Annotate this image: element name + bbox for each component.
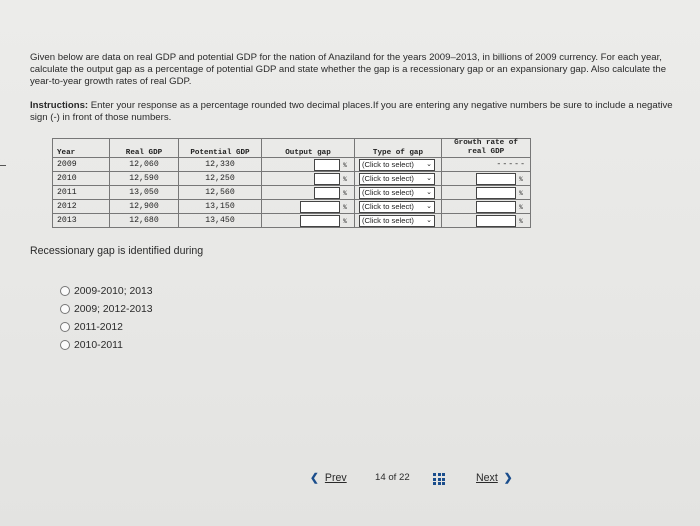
header-output-gap: Output gap: [262, 139, 355, 158]
answer-option[interactable]: [60, 282, 153, 300]
gap-type-select[interactable]: [359, 201, 435, 213]
next-button[interactable]: [476, 472, 513, 484]
percent-sign: %: [343, 217, 347, 225]
cell-output-gap: [262, 214, 355, 228]
prev-button[interactable]: [310, 472, 347, 484]
instructions-label: Instructions:: [30, 100, 89, 111]
header-potential-gdp: Potential GDP: [179, 139, 262, 158]
question-counter: 14 of 22: [375, 472, 410, 483]
gdp-table: [52, 138, 531, 228]
cell-growth-rate: [442, 172, 531, 186]
percent-sign: %: [343, 203, 347, 211]
percent-sign: %: [519, 203, 523, 211]
cell-type-of-gap: [355, 214, 442, 228]
cell-output-gap: [262, 186, 355, 200]
growth-rate-input[interactable]: [476, 215, 516, 227]
cell-real-gdp: 12,590: [110, 172, 179, 186]
header-type-of-gap: Type of gap: [355, 139, 442, 158]
problem-intro: Given below are data on real GDP and potential GDP for the nation of Anaziland for the years 2009–2013, in billions of 2009 currency. For each year, calculate the output gap as a percentage of potential GDP and state whether the gap is a recessionary gap or an expansionary gap. Also calculate the year-to-year growth rates of real GDP.: [30, 52, 667, 88]
cell-growth-rate: [442, 200, 531, 214]
growth-rate-input[interactable]: [476, 187, 516, 199]
chevron-down-icon: ⌄: [426, 202, 432, 210]
instructions: [30, 100, 680, 124]
answer-option[interactable]: [60, 318, 153, 336]
chevron-down-icon: ⌄: [426, 174, 432, 182]
output-gap-input[interactable]: [314, 159, 340, 171]
output-gap-input[interactable]: [300, 201, 340, 213]
cell-growth-rate: [442, 214, 531, 228]
growth-na: -----: [496, 160, 526, 169]
table-body: [53, 158, 531, 228]
cell-potential-gdp: 12,250: [179, 172, 262, 186]
divider: [0, 165, 6, 166]
cell-type-of-gap: [355, 172, 442, 186]
cell-year: 2011: [53, 186, 110, 200]
chevron-down-icon: ⌄: [426, 188, 432, 196]
cell-type-of-gap: [355, 186, 442, 200]
cell-growth-rate: [442, 158, 531, 172]
percent-sign: %: [519, 189, 523, 197]
prev-label: Prev: [324, 472, 347, 484]
answer-option[interactable]: [60, 300, 153, 318]
percent-sign: %: [519, 217, 523, 225]
question-grid-icon[interactable]: [433, 473, 445, 485]
cell-year: 2012: [53, 200, 110, 214]
chevron-down-icon: ⌄: [426, 160, 432, 168]
percent-sign: %: [519, 175, 523, 183]
output-gap-input[interactable]: [314, 187, 340, 199]
chevron-left-icon: ❮: [310, 472, 319, 484]
cell-potential-gdp: 12,330: [179, 158, 262, 172]
cell-output-gap: [262, 200, 355, 214]
cell-potential-gdp: 13,150: [179, 200, 262, 214]
answer-option[interactable]: [60, 336, 153, 354]
gap-type-select[interactable]: [359, 159, 435, 171]
option-label: 2010-2011: [74, 339, 123, 351]
growth-rate-input[interactable]: [476, 173, 516, 185]
header-growth-rate: Growth rate of real GDP: [442, 139, 531, 158]
cell-year: 2010: [53, 172, 110, 186]
radio-button[interactable]: [60, 286, 70, 296]
option-label: 2011-2012: [74, 321, 123, 333]
table-row: [53, 172, 531, 186]
option-label: 2009-2010; 2013: [74, 285, 153, 297]
cell-type-of-gap: [355, 158, 442, 172]
percent-sign: %: [343, 161, 347, 169]
select-value: (Click to select): [362, 159, 414, 169]
header-year: Year: [53, 139, 110, 158]
gap-type-select[interactable]: [359, 215, 435, 227]
output-gap-input[interactable]: [314, 173, 340, 185]
percent-sign: %: [343, 175, 347, 183]
question-text: Recessionary gap is identified during: [30, 245, 204, 257]
header-real-gdp: Real GDP: [110, 139, 179, 158]
table-row: [53, 158, 531, 172]
cell-potential-gdp: 13,450: [179, 214, 262, 228]
table-header-row: [53, 139, 531, 158]
output-gap-input[interactable]: [300, 215, 340, 227]
gap-type-select[interactable]: [359, 187, 435, 199]
growth-rate-input[interactable]: [476, 201, 516, 213]
cell-potential-gdp: 12,560: [179, 186, 262, 200]
chevron-right-icon: ❯: [503, 472, 513, 484]
instructions-text: Enter your response as a percentage rounded two decimal places.If you are entering any negative numbers be sure to include a negative sign (-) in front of those numbers.: [30, 100, 673, 124]
radio-button[interactable]: [60, 322, 70, 332]
percent-sign: %: [343, 189, 347, 197]
cell-type-of-gap: [355, 200, 442, 214]
table-row: [53, 186, 531, 200]
select-value: (Click to select): [362, 173, 414, 183]
cell-real-gdp: 12,060: [110, 158, 179, 172]
option-label: 2009; 2012-2013: [74, 303, 153, 315]
cell-real-gdp: 12,680: [110, 214, 179, 228]
cell-year: 2009: [53, 158, 110, 172]
gap-type-select[interactable]: [359, 173, 435, 185]
table-row: [53, 200, 531, 214]
select-value: (Click to select): [362, 215, 414, 225]
select-value: (Click to select): [362, 201, 414, 211]
next-label: Next: [476, 472, 498, 484]
cell-real-gdp: 12,900: [110, 200, 179, 214]
cell-output-gap: [262, 158, 355, 172]
radio-button[interactable]: [60, 340, 70, 350]
cell-real-gdp: 13,050: [110, 186, 179, 200]
select-value: (Click to select): [362, 187, 414, 197]
cell-growth-rate: [442, 186, 531, 200]
table-row: [53, 214, 531, 228]
cell-output-gap: [262, 172, 355, 186]
radio-button[interactable]: [60, 304, 70, 314]
answer-options: [60, 282, 153, 354]
cell-year: 2013: [53, 214, 110, 228]
chevron-down-icon: ⌄: [426, 216, 432, 224]
